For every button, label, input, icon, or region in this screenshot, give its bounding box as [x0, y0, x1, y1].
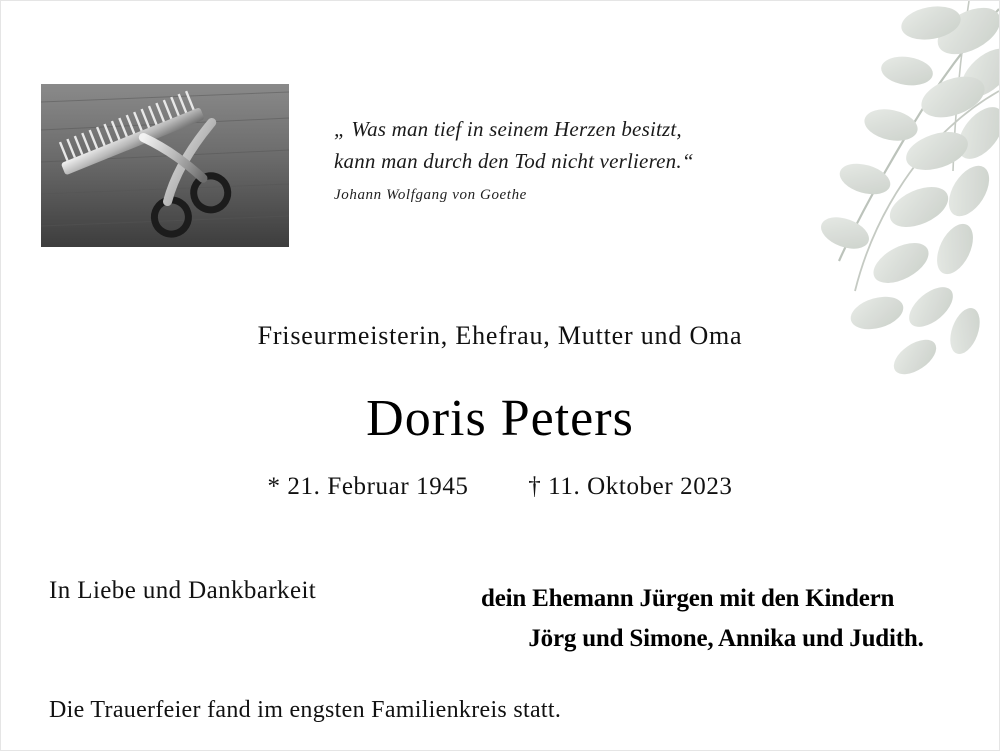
family-block [481, 579, 981, 659]
quote-line-2: kann man durch den Tod nicht verlieren.“ [334, 149, 694, 173]
birth-date: * 21. Februar 1945 [267, 473, 469, 500]
life-dates [1, 473, 999, 501]
family-line-1: dein Ehemann Jürgen mit den Kindern [481, 585, 895, 612]
family-line-2: Jörg und Simone, Annika und Judith. [528, 625, 924, 652]
ceremony-note: Die Trauerfeier fand im engsten Familienkreis statt. [49, 697, 562, 723]
quote-author: Johann Wolfgang von Goethe [334, 187, 527, 203]
death-date: † 11. Oktober 2023 [528, 473, 733, 500]
deceased-name: Doris Peters [366, 390, 634, 447]
scissors-and-comb-photo [41, 84, 289, 247]
role-line: Friseurmeisterin, Ehefrau, Mutter und Oma [257, 321, 743, 350]
quote-block [334, 113, 804, 204]
quote-line-1: „ Was man tief in seinem Herzen besitzt, [334, 117, 682, 141]
closing-line: In Liebe und Dankbarkeit [49, 577, 317, 604]
